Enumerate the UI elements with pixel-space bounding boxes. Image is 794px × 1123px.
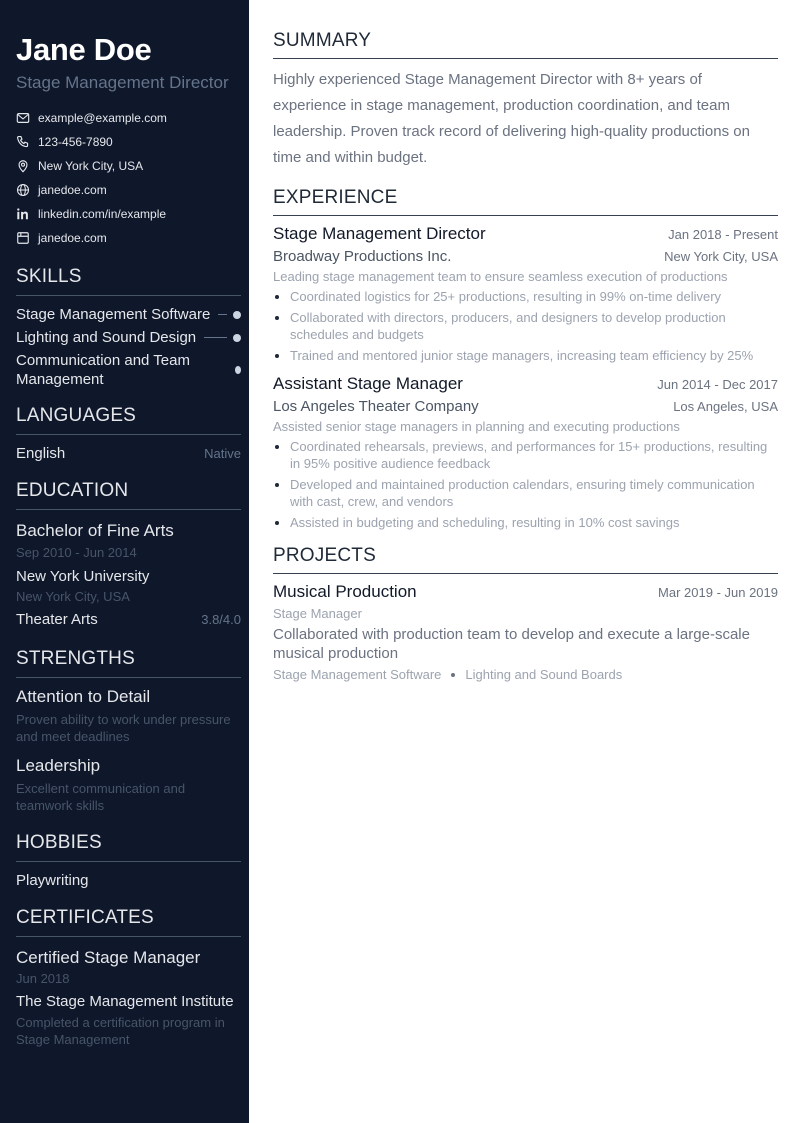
location-pin-icon xyxy=(16,159,30,173)
skill-level-dot xyxy=(233,334,241,342)
job-title: Stage Management Director xyxy=(273,224,486,243)
job-bullet: Coordinated rehearsals, previews, and performances for 15+ productions, resulting in 95% positive audience feedback xyxy=(273,438,778,472)
globe-icon xyxy=(16,183,30,197)
contact-website-text: janedoe.com xyxy=(38,183,107,197)
contact-linkedin-text: linkedin.com/in/example xyxy=(38,207,167,221)
candidate-name: Jane Doe xyxy=(16,32,152,67)
job-entry xyxy=(273,224,778,364)
job-dates: Jan 2018 - Present xyxy=(668,227,778,242)
job-bullet: Trained and mentored junior stage managers, increasing team efficiency by 25% xyxy=(273,347,778,364)
languages-heading: LANGUAGES xyxy=(16,405,241,435)
education-field: Theater Arts xyxy=(16,611,98,628)
experience-heading: EXPERIENCE xyxy=(273,187,778,216)
job-bullet: Developed and maintained production calendars, ensuring timely communication with cast, crew, and vendors xyxy=(273,476,778,510)
certificate-name: Certified Stage Manager xyxy=(16,948,201,967)
project-tag: Lighting and Sound Boards xyxy=(465,667,623,682)
summary-heading: SUMMARY xyxy=(273,30,778,59)
job-company: Los Angeles Theater Company xyxy=(273,398,479,415)
contact-website[interactable] xyxy=(16,178,241,202)
linkedin-icon xyxy=(16,207,30,221)
contact-phone-text: 123-456-7890 xyxy=(38,135,113,149)
education-dates: Sep 2010 - Jun 2014 xyxy=(16,545,137,560)
contact-portfolio[interactable] xyxy=(16,226,241,250)
certificate-date: Jun 2018 xyxy=(16,971,70,986)
contact-phone[interactable] xyxy=(16,130,241,154)
skill-level-line xyxy=(218,314,227,315)
project-tag: Stage Management Software xyxy=(273,667,442,682)
strengths-heading: STRENGTHS xyxy=(16,648,241,678)
hobby-item: Playwriting xyxy=(16,872,89,889)
languages-section xyxy=(16,405,241,462)
project-title: Musical Production xyxy=(273,582,417,601)
certificates-section xyxy=(16,907,241,1048)
contact-portfolio-text: janedoe.com xyxy=(38,231,107,245)
job-bullets xyxy=(273,438,778,531)
contact-location xyxy=(16,154,241,178)
certificate-issuer: The Stage Management Institute xyxy=(16,993,234,1010)
skill-name: Stage Management Software xyxy=(16,306,211,323)
mail-icon xyxy=(16,111,30,125)
education-field-row xyxy=(16,611,241,628)
skill-level-dot xyxy=(235,366,241,374)
website-icon xyxy=(16,231,30,245)
strengths-section xyxy=(16,648,241,814)
education-location: New York City, USA xyxy=(16,589,130,604)
contact-email[interactable] xyxy=(16,106,241,130)
education-gpa: 3.8/4.0 xyxy=(201,612,241,627)
hobbies-heading: HOBBIES xyxy=(16,832,241,862)
strength-name: Leadership xyxy=(16,756,101,775)
summary-text: Highly experienced Stage Management Director with 8+ years of experience in stage management, production coordination, and team leadership. Proven track record of delivering high-quality productions on time and within budget. xyxy=(273,71,750,166)
job-bullet: Collaborated with directors, producers, and designers to develop production schedules and budgets xyxy=(273,309,778,343)
education-degree: Bachelor of Fine Arts xyxy=(16,521,174,540)
contact-location-text: New York City, USA xyxy=(38,159,144,173)
language-item xyxy=(16,445,241,462)
phone-icon xyxy=(16,135,30,149)
certificates-heading: CERTIFICATES xyxy=(16,907,241,937)
job-bullets xyxy=(273,288,778,364)
skill-item xyxy=(16,351,241,389)
skill-item xyxy=(16,328,241,347)
contact-linkedin[interactable] xyxy=(16,202,241,226)
contact-list xyxy=(16,106,241,250)
project-entry xyxy=(273,582,778,682)
education-section xyxy=(16,480,241,628)
language-name: English xyxy=(16,445,66,462)
skill-level-dot xyxy=(233,311,241,319)
hobbies-section xyxy=(16,832,241,889)
job-entry xyxy=(273,374,778,531)
job-bullet: Coordinated logistics for 25+ productions, resulting in 99% on-time delivery xyxy=(273,288,778,305)
contact-email-text: example@example.com xyxy=(38,111,167,125)
strength-description: Proven ability to work under pressure and meet deadlines xyxy=(16,712,231,744)
education-school: New York University xyxy=(16,568,150,585)
candidate-title: Stage Management Director xyxy=(16,73,229,92)
skill-name: Lighting and Sound Design xyxy=(16,329,197,346)
language-level: Native xyxy=(204,446,241,461)
skill-level-line xyxy=(204,337,227,338)
job-bullet: Assisted in budgeting and scheduling, resulting in 10% cost savings xyxy=(273,514,778,531)
job-dates: Jun 2014 - Dec 2017 xyxy=(657,377,778,392)
education-heading: EDUCATION xyxy=(16,480,241,510)
project-dates: Mar 2019 - Jun 2019 xyxy=(658,585,778,600)
main-content xyxy=(273,30,778,682)
skill-name: Communication and Team Management xyxy=(16,352,190,388)
skills-section xyxy=(16,266,241,389)
job-company: Broadway Productions Inc. xyxy=(273,248,452,265)
job-location: Los Angeles, USA xyxy=(673,399,778,414)
skills-heading: SKILLS xyxy=(16,266,241,296)
job-title: Assistant Stage Manager xyxy=(273,374,463,393)
project-tags xyxy=(273,667,778,682)
job-description: Assisted senior stage managers in planning and executing productions xyxy=(273,419,680,434)
tag-separator xyxy=(451,673,455,677)
sidebar xyxy=(0,0,249,1123)
skill-item xyxy=(16,305,241,324)
projects-section xyxy=(273,545,778,682)
projects-heading: PROJECTS xyxy=(273,545,778,574)
project-role: Stage Manager xyxy=(273,606,362,621)
certificate-description: Completed a certification program in Stage Management xyxy=(16,1015,225,1047)
strength-description: Excellent communication and teamwork skills xyxy=(16,781,186,813)
job-description: Leading stage management team to ensure seamless execution of productions xyxy=(273,269,728,284)
job-location: New York City, USA xyxy=(664,249,778,264)
project-description: Collaborated with production team to develop and execute a large-scale musical production xyxy=(273,626,750,662)
experience-section xyxy=(273,187,778,531)
strength-name: Attention to Detail xyxy=(16,687,151,706)
summary-section xyxy=(273,30,778,171)
